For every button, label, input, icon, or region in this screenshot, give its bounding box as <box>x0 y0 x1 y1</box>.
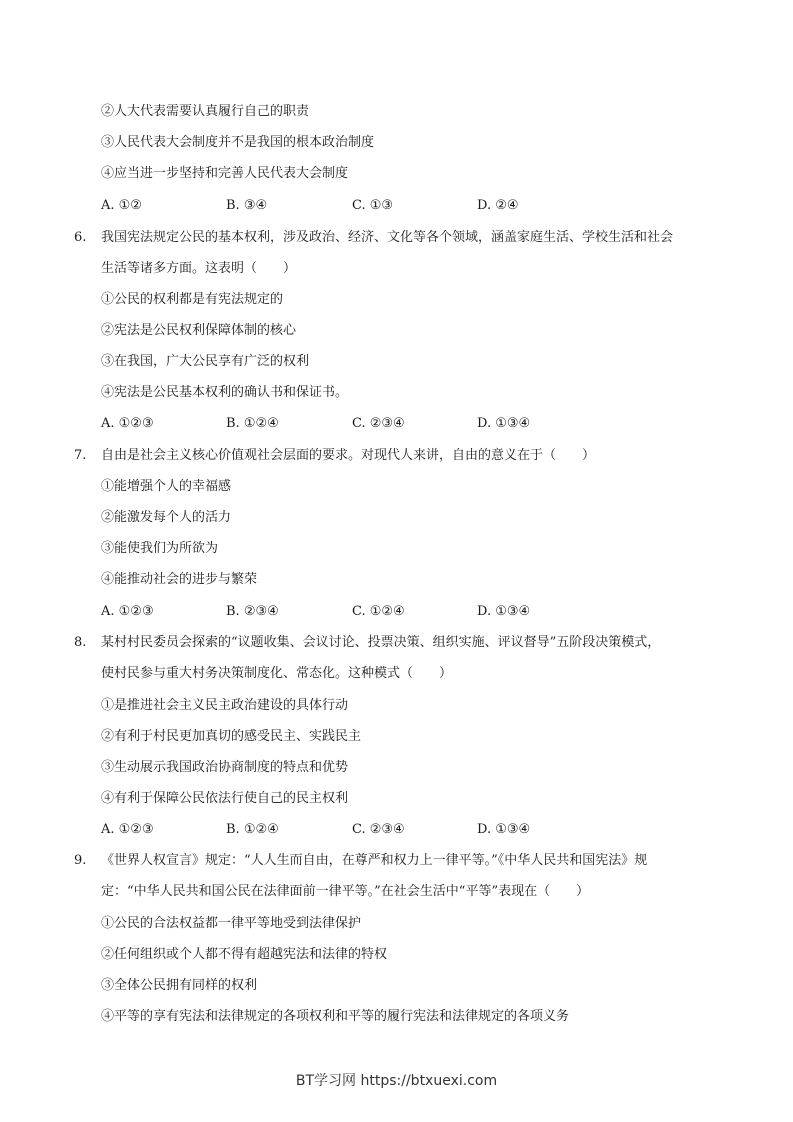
q9-item-3: ③全体公民拥有同样的权利 <box>101 978 258 993</box>
q8-item-1: ①是推进社会主义民主政治建设的具体行动 <box>101 698 349 713</box>
q7-choice-c: C. ①②④ <box>352 604 405 619</box>
q7-choice-a: A. ①②③ <box>101 604 154 619</box>
q5-item-4: ④应当进一步坚持和完善人民代表大会制度 <box>101 166 349 181</box>
q8-choice-a: A. ①②③ <box>101 822 154 837</box>
q8-stem-line-2: 使村民参与重大村务决策制度化、常态化。这种模式（ ） <box>101 666 453 681</box>
q5-item-3: ③人民代表大会制度并不是我国的根本政治制度 <box>101 135 375 150</box>
q6-stem-line-1: 我国宪法规定公民的基本权利，涉及政治、经济、文化等各个领域，涵盖家庭生活、学校生活和社会 <box>101 230 674 245</box>
q5-choice-c: C. ①③ <box>352 198 394 213</box>
q5-choice-d: D. ②④ <box>477 198 519 213</box>
q6-item-4: ④宪法是公民基本权利的确认书和保证书。 <box>101 385 349 400</box>
q6-stem-line-2: 生活等诸多方面。这表明（ ） <box>101 261 297 276</box>
q6-choice-c: C. ②③④ <box>352 416 405 431</box>
q8-choice-c: C. ②③④ <box>352 822 405 837</box>
q5-item-2: ②人大代表需要认真履行自己的职责 <box>101 104 310 119</box>
q7-item-2: ②能激发每个人的活力 <box>101 510 232 525</box>
q8-item-3: ③生动展示我国政治协商制度的特点和优势 <box>101 760 349 775</box>
q6-item-1: ①公民的权利都是有宪法规定的 <box>101 292 284 307</box>
q6-choice-d: D. ①③④ <box>477 416 531 431</box>
q9-number: 9. <box>74 853 87 868</box>
q7-item-1: ①能增强个人的幸福感 <box>101 479 232 494</box>
q7-item-3: ③能使我们为所欲为 <box>101 541 219 556</box>
page-footer-watermark: BT学习网 https://btxuexi.com <box>295 1073 498 1089</box>
q8-item-4: ④有利于保障公民依法行使自己的民主权利 <box>101 791 349 806</box>
q6-number: 6. <box>74 230 87 245</box>
q8-stem-line-1: 某村村民委员会探索的“议题收集、会议讨论、投票决策、组织实施、评议督导”五阶段决策模式， <box>101 635 661 650</box>
q7-choice-b: B. ②③④ <box>226 604 279 619</box>
q7-choice-d: D. ①③④ <box>477 604 531 619</box>
q5-choice-b: B. ③④ <box>226 198 268 213</box>
q7-number: 7. <box>74 448 87 463</box>
q8-choice-d: D. ①③④ <box>477 822 531 837</box>
q5-choice-a: A. ①② <box>101 198 142 213</box>
q6-item-3: ③在我国，广大公民享有广泛的权利 <box>101 354 310 369</box>
q9-stem-line-2: 定：“中华人民共和国公民在法律面前一律平等。”在社会生活中“平等”表现在（ ） <box>101 884 590 899</box>
q7-stem-line-1: 自由是社会主义核心价值观社会层面的要求。对现代人来讲，自由的意义在于（ ） <box>101 448 596 463</box>
q6-choice-a: A. ①②③ <box>101 416 154 431</box>
q9-item-2: ②任何组织或个人都不得有超越宪法和法律的特权 <box>101 947 388 962</box>
q9-stem-line-1: 《世界人权宣言》规定：“人人生而自由，在尊严和权力上一律平等。”《中华人民共和国宪法》规 <box>101 853 648 868</box>
q8-item-2: ②有利于村民更加真切的感受民主、实践民主 <box>101 729 362 744</box>
q8-number: 8. <box>74 635 87 650</box>
q6-choice-b: B. ①②④ <box>226 416 279 431</box>
q8-choice-b: B. ①②④ <box>226 822 279 837</box>
q9-item-1: ①公民的合法权益都一律平等地受到法律保护 <box>101 916 362 931</box>
q6-item-2: ②宪法是公民权利保障体制的核心 <box>101 323 297 338</box>
q9-item-4: ④平等的享有宪法和法律规定的各项权利和平等的履行宪法和法律规定的各项义务 <box>101 1009 570 1024</box>
q7-item-4: ④能推动社会的进步与繁荣 <box>101 572 258 587</box>
